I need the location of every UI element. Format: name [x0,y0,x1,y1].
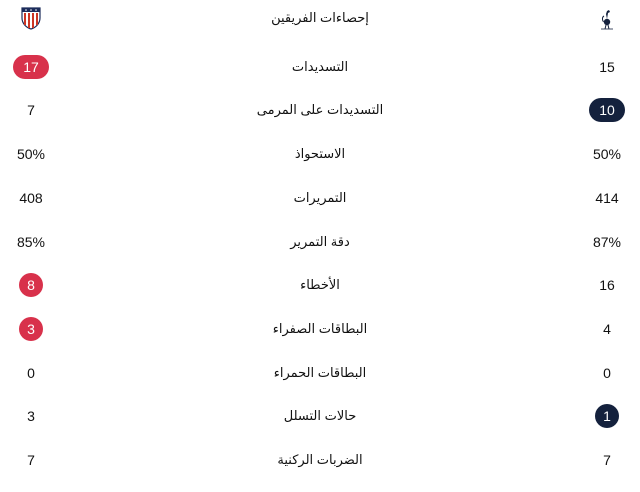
stat-row [0,183,640,213]
left-team-value: 7 [27,102,35,118]
stat-row [0,445,640,475]
left-team-value-cell [0,139,62,169]
right-team-value: 16 [599,277,615,293]
right-team-value-cell [576,227,638,257]
stats-header [0,3,640,33]
right-team-value-cell [576,314,638,344]
left-team-value: 8 [19,273,43,297]
left-team-value: 17 [13,55,49,79]
stat-label-cell [170,52,470,82]
left-team-value: 0 [27,365,35,381]
stat-label: التمريرات [293,190,347,205]
right-team-value-cell [576,52,638,82]
stat-row [0,358,640,388]
right-team-value-cell [576,445,638,475]
stat-label: دقة التمرير [290,234,350,249]
right-team-value-cell [576,401,638,431]
left-team-value: 3 [19,317,43,341]
left-team-value-cell [0,227,62,257]
right-team-value: 414 [595,190,619,206]
stat-label-cell [170,358,470,388]
stat-label-cell [170,227,470,257]
left-team-value: 3 [27,408,35,424]
atletico-madrid-crest-icon [0,3,62,33]
left-team-value-cell [0,445,62,475]
stat-label: الضربات الركنية [277,452,363,467]
right-team-value: 87% [592,234,622,250]
tottenham-cockerel-icon [576,3,638,33]
stat-label: الأخطاء [300,277,340,292]
stat-label: البطاقات الصفراء [272,321,368,336]
left-team-value-cell [0,95,62,125]
left-team-value-cell [0,358,62,388]
stat-row [0,314,640,344]
left-team-value-cell [0,270,62,300]
right-team-value-cell [576,358,638,388]
stat-label-cell [170,139,470,169]
stat-row [0,270,640,300]
left-team-value: 50% [16,146,46,162]
right-team-value-cell [576,270,638,300]
stat-label: حالات التسلل [283,408,357,423]
right-team-value: 1 [595,404,619,428]
left-team-value: 408 [19,190,43,206]
stat-row [0,52,640,82]
stat-label: التسديدات على المرمى [256,102,384,117]
stat-label-cell [170,401,470,431]
stat-row [0,401,640,431]
right-team-value: 7 [603,452,611,468]
stat-label: التسديدات [291,59,349,74]
left-team-value: 7 [27,452,35,468]
right-team-value: 10 [589,98,625,122]
left-team-value: 85% [16,234,46,250]
left-team-value-cell [0,52,62,82]
stat-label: البطاقات الحمراء [273,365,367,380]
left-team-value-cell [0,314,62,344]
stat-label-cell [170,270,470,300]
stat-label-cell [170,95,470,125]
stat-label-cell [170,445,470,475]
right-team-value-cell [576,95,638,125]
stat-row [0,95,640,125]
stat-label-cell [170,183,470,213]
stat-row [0,227,640,257]
right-team-value: 4 [603,321,611,337]
stats-title-cell [170,3,470,33]
right-team-value: 50% [592,146,622,162]
left-team-value-cell [0,183,62,213]
stat-label: الاستحواذ [294,146,346,161]
right-team-value-cell [576,139,638,169]
left-team-value-cell [0,401,62,431]
stat-row [0,139,640,169]
right-team-value: 0 [603,365,611,381]
stats-title: إحصاءات الفريقين [271,10,369,25]
right-team-value: 15 [599,59,615,75]
right-team-value-cell [576,183,638,213]
stat-label-cell [170,314,470,344]
